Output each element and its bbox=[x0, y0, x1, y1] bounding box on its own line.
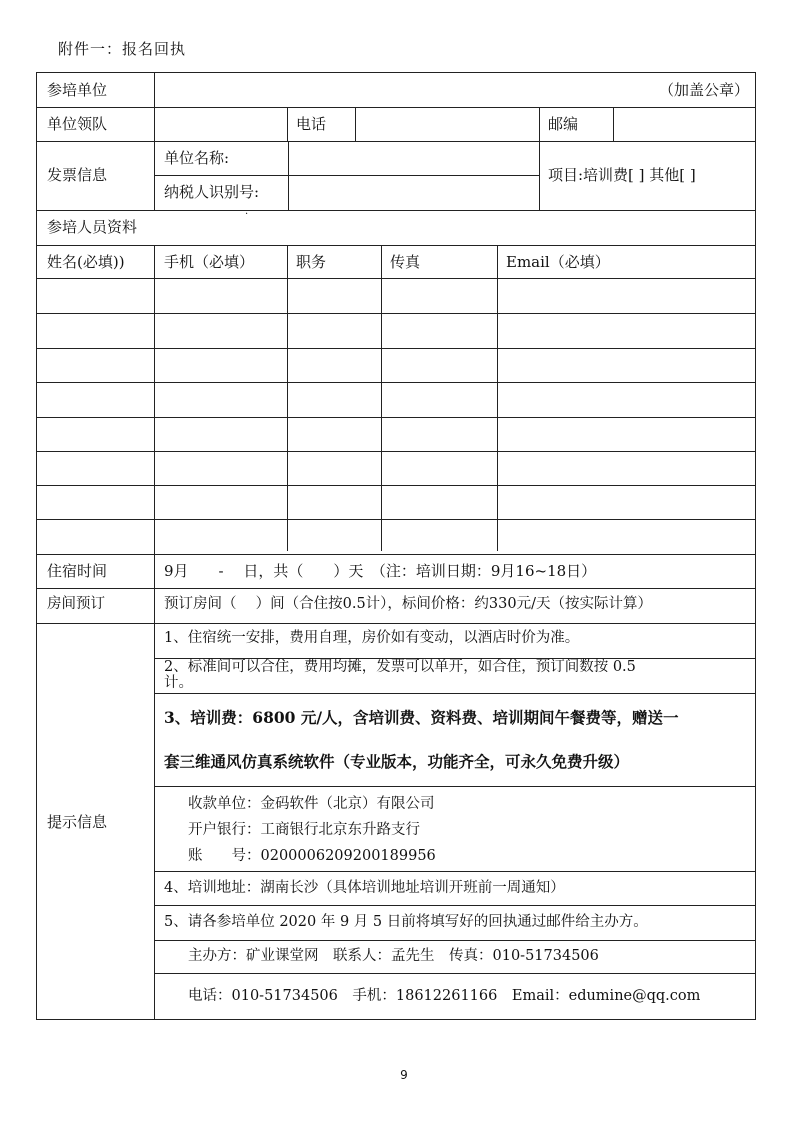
registration-form-table bbox=[36, 72, 756, 1020]
row-divider bbox=[37, 382, 755, 383]
bank: 开户银行：工商银行北京东升路支行 bbox=[188, 822, 420, 838]
row-divider bbox=[37, 451, 755, 452]
column-divider bbox=[497, 245, 498, 551]
note-item-4: 4、培训地址：湖南长沙（具体培训地址培训开班前一周通知） bbox=[164, 880, 565, 896]
postcode-label: 邮编 bbox=[548, 115, 579, 133]
organizer-info: 主办方：矿业课堂网 联系人：孟先生 传真：010-51734506 bbox=[188, 948, 599, 964]
column-divider bbox=[355, 107, 356, 141]
row-divider bbox=[37, 107, 755, 108]
col-header-fax: 传真 bbox=[390, 253, 421, 271]
project-checkboxes: 项目:培训费[ ] 其他[ ] bbox=[548, 166, 696, 184]
row-divider bbox=[37, 245, 755, 246]
row-divider bbox=[37, 554, 755, 555]
leader-label: 单位领队 bbox=[47, 115, 108, 133]
taxpayer-id-label: 纳税人识别号: bbox=[164, 183, 260, 201]
row-divider bbox=[37, 210, 755, 211]
column-divider bbox=[287, 107, 288, 141]
room-text: 预订房间（ ）间（合住按0.5计），标间价格：约330元/天（按实际计算） bbox=[164, 596, 652, 612]
note-item-2-line-1: 2、标准间可以合住，费用均摊，发票可以单开，如合住，预订间数按 0.5 bbox=[164, 659, 636, 675]
note-item-5: 5、请各参培单位 2020 年 9 月 5 日前将填写好的回执通过邮件给主办方。 bbox=[164, 914, 648, 930]
participants-label: 参培人员资料 bbox=[47, 218, 138, 236]
column-divider bbox=[288, 141, 289, 210]
row-divider bbox=[37, 313, 755, 314]
row-divider bbox=[155, 693, 755, 694]
note-item-1: 1、住宿统一安排，费用自理，房价如有变动，以酒店时价为准。 bbox=[164, 630, 580, 646]
account-number: 账 号：0200006209200189956 bbox=[188, 848, 436, 864]
note-item-3-line-1: 3、培训费：6800 元/人，含培训费、资料费、培训期间午餐费等，赠送一 bbox=[164, 708, 679, 727]
column-divider bbox=[381, 245, 382, 551]
row-divider bbox=[37, 588, 755, 589]
col-header-mobile: 手机（必填） bbox=[164, 253, 255, 271]
row-divider bbox=[37, 485, 755, 486]
attachment-title: 附件一：报名回执 bbox=[58, 40, 187, 58]
note-item-2-line-2: 计。 bbox=[164, 675, 193, 691]
column-divider bbox=[287, 245, 288, 551]
payee: 收款单位：金码软件（北京）有限公司 bbox=[188, 796, 435, 812]
seal-note: （加盖公章） bbox=[658, 81, 749, 99]
column-divider bbox=[539, 107, 540, 210]
company-name-label: 单位名称: bbox=[164, 149, 230, 167]
row-divider bbox=[155, 973, 755, 974]
row-divider bbox=[155, 871, 755, 872]
row-divider bbox=[155, 175, 539, 176]
row-divider bbox=[37, 348, 755, 349]
row-divider bbox=[37, 278, 755, 279]
row-divider bbox=[155, 786, 755, 787]
row-divider bbox=[37, 623, 755, 624]
row-divider bbox=[155, 905, 755, 906]
stray-dot: . bbox=[245, 206, 249, 217]
row-divider bbox=[37, 141, 755, 142]
note-item-3-line-2: 套三维通风仿真系统软件（专业版本，功能齐全，可永久免费升级） bbox=[164, 752, 630, 771]
row-divider bbox=[37, 519, 755, 520]
contact-info: 电话：010-51734506 手机：18612261166 Email：edumine@qq.com bbox=[188, 988, 701, 1004]
notes-label: 提示信息 bbox=[47, 813, 108, 831]
column-divider bbox=[613, 107, 614, 141]
lodging-text: 9月 - 日，共（ ）天 （注：培训日期：9月16~18日） bbox=[164, 562, 597, 580]
column-divider bbox=[154, 245, 155, 1019]
row-divider bbox=[37, 417, 755, 418]
column-divider bbox=[154, 73, 155, 210]
lodging-label: 住宿时间 bbox=[47, 562, 108, 580]
col-header-email: Email（必填） bbox=[506, 253, 610, 271]
col-header-name: 姓名(必填)) bbox=[47, 253, 125, 271]
invoice-label: 发票信息 bbox=[47, 166, 108, 184]
row-divider bbox=[155, 940, 755, 941]
phone-label: 电话 bbox=[296, 115, 327, 133]
room-label: 房间预订 bbox=[47, 596, 105, 612]
unit-label: 参培单位 bbox=[47, 81, 108, 99]
page-number: 9 bbox=[400, 1068, 408, 1082]
col-header-title: 职务 bbox=[296, 253, 327, 271]
